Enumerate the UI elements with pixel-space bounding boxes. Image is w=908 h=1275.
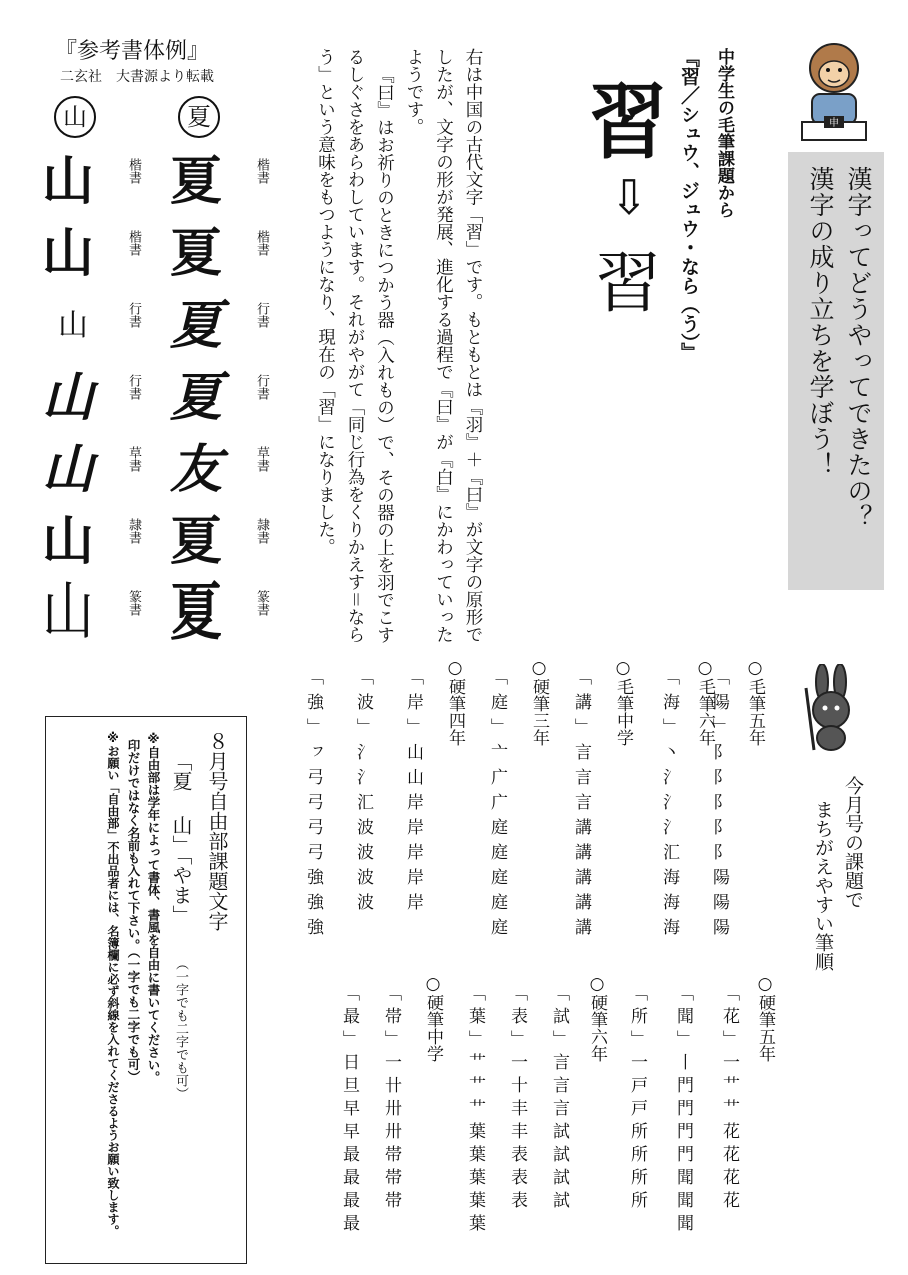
style-label: 隷書 bbox=[126, 518, 141, 544]
style-label: 楷書 bbox=[126, 158, 141, 184]
style-label: 隷書 bbox=[254, 518, 269, 544]
style-label: 篆書 bbox=[254, 590, 269, 616]
notice-box bbox=[45, 716, 247, 1264]
notice-note: （一字でも二字でも可） bbox=[173, 957, 188, 1100]
stroke-sequence: 「陽」阝阝阝阝阝陽陽陽 bbox=[709, 668, 729, 943]
style-label: 草書 bbox=[126, 446, 141, 472]
stroke-sequence: 「試」言言言試試試試 bbox=[549, 984, 569, 1214]
notice-line-2: 印だけではなく名前も入れて下さい。（一字でも二字でも可） bbox=[126, 739, 141, 1083]
yama-char: 山 bbox=[58, 308, 88, 343]
svg-text:申: 申 bbox=[829, 118, 839, 129]
monkey-illustration bbox=[798, 38, 870, 148]
style-label: 楷書 bbox=[254, 230, 269, 256]
stroke-sequence: 「聞」丨門門門門聞聞聞 bbox=[673, 984, 693, 1237]
notice-heading: ８月号自由部課題文字 bbox=[205, 731, 229, 931]
stroke-grade-label: ○毛筆六年 bbox=[695, 658, 715, 746]
stroke-sequence: 「海」丶氵氵氵汇海海海 bbox=[659, 668, 679, 943]
yama-char: 山 bbox=[42, 223, 95, 284]
notice-line-3: ※お願い「自由部」不出品者には、名簿欄に必ず斜線を入れてくださるようお願い致します。 bbox=[106, 731, 120, 1237]
title-line2: 漢字の成り立ちを学ぼう！ bbox=[806, 166, 835, 478]
ancient-glyph: 習 bbox=[588, 75, 667, 171]
reference-title: 『参考書体例』 bbox=[55, 39, 210, 64]
stroke-grade-label: ○硬筆三年 bbox=[529, 658, 549, 746]
notice-chars: 「夏 山」「やま」 bbox=[169, 751, 193, 925]
stroke-block-bottom bbox=[320, 974, 780, 1274]
stroke-sequence: 「帯」一卄卅卅帯帯帯 bbox=[381, 984, 401, 1214]
yama-badge: 山 bbox=[54, 96, 96, 138]
natsu-char: 友 bbox=[170, 439, 223, 500]
yama-labels bbox=[124, 158, 144, 662]
style-label: 行書 bbox=[126, 302, 141, 328]
stroke-sequence: 「花」一艹艹花花花花 bbox=[719, 984, 739, 1214]
stroke-sequence: 「岸」山山岸岸岸岸岸 bbox=[403, 668, 423, 918]
natsu-char: 夏 bbox=[170, 576, 223, 650]
subtitle: 『習／シュウ、ジュウ・なら（う）』 bbox=[678, 48, 700, 362]
stroke-block-top bbox=[290, 658, 770, 968]
style-label: 篆書 bbox=[126, 590, 141, 616]
stroke-sequence: 「庭」亠广广庭庭庭庭庭 bbox=[487, 668, 507, 943]
style-label: 草書 bbox=[254, 446, 269, 472]
natsu-char: 夏 bbox=[170, 223, 223, 284]
modern-glyph: 習 bbox=[595, 245, 661, 322]
yama-char: 山 bbox=[42, 511, 95, 572]
title-line1: 漢字ってどうやってできたの？ bbox=[844, 166, 873, 530]
stroke-grade-label: ○硬筆四年 bbox=[445, 658, 465, 746]
stroke-sequence: 「最」日旦早早最最最最 bbox=[339, 984, 359, 1237]
rabbit-illustration bbox=[800, 664, 862, 754]
stroke-sequence: 「葉」艹艹艹葉葉葉葉葉 bbox=[465, 984, 485, 1237]
stroke-grade-label: ○毛筆中学 bbox=[613, 658, 633, 746]
explanation-paragraph-2: 『曰』はお祈りのときにつかう器（入れもの）で、その器の上を羽でこするしぐさをあらわしています。それがやがて「同じ行為をくりかえす＝ならう」という意味をもつようになり、現在の「習」になりました。 bbox=[315, 48, 395, 643]
notice-line-1: ※自由部は学年によって書体、書風を自由に書いてください。 bbox=[146, 731, 161, 1084]
stroke-group bbox=[740, 658, 770, 746]
natsu-badge: 夏 bbox=[178, 96, 220, 138]
natsu-labels bbox=[252, 158, 272, 662]
yama-char: 山 bbox=[42, 151, 95, 212]
stroke-sequence: 「表」一十丰丰表表表 bbox=[507, 984, 527, 1214]
stroke-grade-label: ○硬筆六年 bbox=[587, 974, 607, 1062]
yama-char: 山 bbox=[42, 439, 95, 500]
style-label: 楷書 bbox=[126, 230, 141, 256]
explanation-paragraph-1: 右は中国の古代文字「習」です。もともとは『羽』＋『曰』が文字の原形でしたが、文字の形が発展、進化する過程で『曰』が『白』にかわっていったようです。 bbox=[404, 48, 483, 643]
natsu-column bbox=[170, 150, 232, 654]
subhead: 中学生の毛筆課題から bbox=[714, 48, 734, 218]
natsu-char: 夏 bbox=[170, 367, 223, 428]
style-label: 楷書 bbox=[254, 158, 269, 184]
stroke-sequence: 「所」一戸戸所所所所 bbox=[627, 984, 647, 1214]
stroke-sequence: 「講」言言言講講講講講 bbox=[571, 668, 591, 943]
stroke-grade-label: ○硬筆五年 bbox=[755, 974, 775, 1062]
style-label: 行書 bbox=[254, 374, 269, 400]
yama-column bbox=[42, 150, 104, 654]
down-arrow-icon: ⇩ bbox=[608, 170, 650, 226]
stroke-grade-label: ○硬筆中学 bbox=[423, 974, 443, 1062]
style-label: 行書 bbox=[254, 302, 269, 328]
stroke-grade-label: ○毛筆五年 bbox=[745, 658, 765, 746]
natsu-char: 夏 bbox=[170, 511, 223, 572]
stroke-title-1: 今月号の課題で bbox=[842, 776, 864, 909]
yama-char: 山 bbox=[42, 367, 95, 428]
natsu-char: 夏 bbox=[170, 295, 223, 356]
stroke-sequence: 「強」ㇷ弓弓弓弓強強強 bbox=[303, 668, 323, 943]
natsu-char: 夏 bbox=[170, 151, 223, 212]
style-label: 行書 bbox=[126, 374, 141, 400]
reference-source: 二玄社 大書源より転載 bbox=[60, 69, 214, 85]
stroke-sequence: 「波」氵氵汇波波波波 bbox=[353, 668, 373, 918]
title-box bbox=[788, 152, 884, 590]
explanation-text bbox=[310, 48, 487, 648]
stroke-title-2: まちがえやすい筆順 bbox=[812, 800, 834, 971]
yama-char: 山 bbox=[42, 576, 95, 648]
